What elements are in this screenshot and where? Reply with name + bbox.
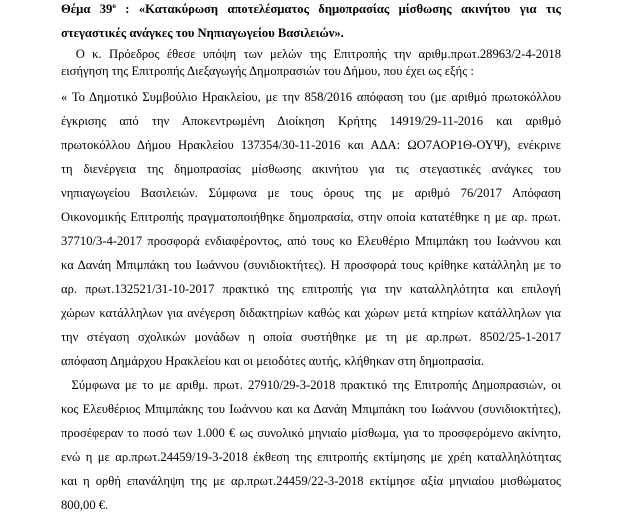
heading-title-part: : «Κατακύρωση αποτελέσματος δημοπρασίας μίσθωσης ακινήτου για τις (115, 2, 561, 16)
quote-line: κα Δανάη Μπιμπάκη του Ιωάννου (συνιδιοκτήτες). Η προσφορά τους κρίθηκε κατάλληλη με το (61, 258, 561, 272)
paragraph-line: και η ορθή επανάληψη της με αρ.πρωτ.24459/22-3-2018 εκτίμησε αξία μηνιαίου μισθώματος (61, 474, 561, 488)
heading-line-1 (61, 2, 561, 17)
intro-line-1: Ο κ. Πρόεδρος έθεσε υπόψη των μελών της Επιτροπής την αριθμ.πρωτ.28963/2-4-2018 (61, 47, 561, 61)
quote-line: την στέγαση σχολικών μονάδων η οποία συστήθηκε με τη με αρ.πρωτ. 8502/25-1-2017 (61, 330, 561, 344)
quote-line: νηπιαγωγείου Βασιλειών. Σύμφωνα με τους όρους της με αριθμό 76/2017 Απόφαση (61, 186, 561, 200)
paragraph-line: κος Ελευθέριος Μπιμπάκης του Ιωάννου και κα Δανάη Μπιμπάκη του Ιωάννου (συνιδιοκτήτες), (61, 402, 561, 416)
quote-line: Οικονομικής Επιτροπής πραγματοποιήθηκε δημοπρασία, στην οποία κατατέθηκε η με αρ. πρωτ. (61, 210, 561, 224)
paragraph-line: ενώ η με αρ.πρωτ.24459/19-3-2018 έκθεση της επιτροπής εκτίμησης με χρέη καταλληλότητας (61, 450, 561, 464)
paragraph-line: προσέφεραν το ποσό των 1.000 € ως συνολικό μηνιαίο μίσθωμα, για το προσφερόμενο ακίνητο, (61, 426, 561, 440)
quote-line: απόφαση Δημάρχου Ηρακλείου και οι μειοδότες αυτής, κλήθηκαν στη δημοπρασία. (61, 354, 484, 368)
quote-line: « Το Δημοτικό Συμβούλιο Ηρακλείου, με την 858/2016 απόφαση του (με αριθμό πρωτοκόλλου (61, 90, 561, 104)
quote-line: αρ. πρωτ.132521/31-10-2017 πρακτικό της επιτροπής για την καταλληλότητα και επιλογή (61, 282, 561, 296)
ordinal-superscript: ο (112, 2, 116, 10)
quote-line: πρωτοκόλλου Δήμου Ηρακλείου 137354/30-11-2016 και ΑΔΑ: ΩΟ7ΑΟΡ1Θ-ΟΥΨ), ενέκρινε (61, 138, 561, 152)
quote-line: χώρων κατάλληλων για ανέγερση διδακτηρίων καθώς και χώρων μετά κτηρίων κατάλληλων για (61, 306, 561, 320)
paragraph-line: 800,00 €. (61, 498, 109, 512)
paragraph-line: Σύμφωνα με το με αριθμ. πρωτ. 27910/29-3-2018 πρακτικό της Επιτροπής Δημοπρασιών, οι (61, 378, 561, 392)
heading-line-2: στεγαστικές ανάγκες του Νηπιαγωγείου Βασιλειών». (61, 26, 344, 40)
heading-topic-number: Θέμα 39 (61, 2, 113, 16)
quote-line: έγκρισης από την Αποκεντρωμένη Διοίκηση Κρήτης 14919/29-11-2016 και αριθμό (61, 114, 561, 128)
quote-line: 37710/3-4-2017 προσφορά ενδιαφέροντος, από τους κο Ελευθέριο Μπιμπάκη του Ιωάννου και (61, 234, 561, 248)
intro-line-2: εισήγηση της Επιτροπής Διεξαγωγής Δημοπρασιών του Δήμου, που έχει ως εξής : (61, 64, 474, 78)
quote-line: τη διενέργεια της δημοπρασίας μίσθωσης ακινήτου για τις στεγαστικές ανάγκες του (61, 162, 561, 176)
